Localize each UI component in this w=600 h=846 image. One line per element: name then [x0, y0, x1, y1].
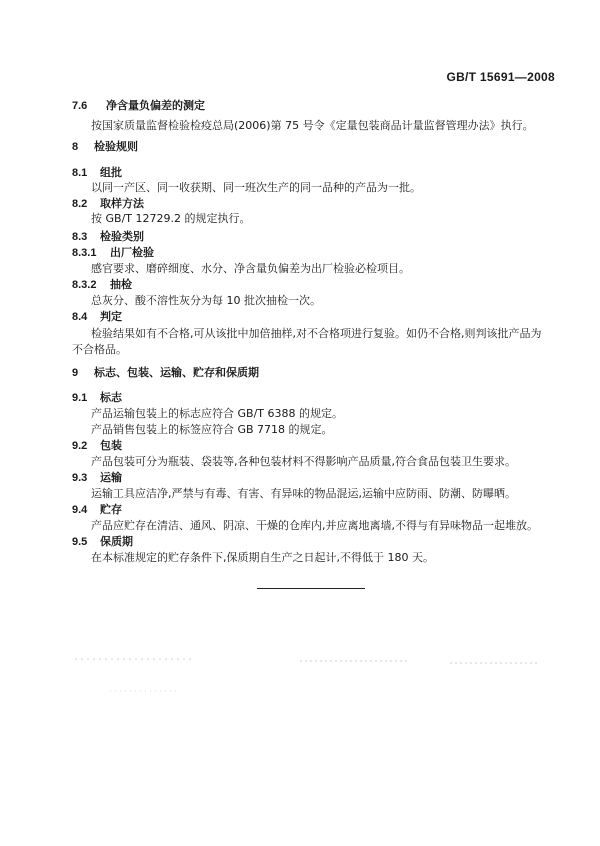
- section-8-3-heading: [72, 230, 144, 244]
- section-9-1-heading: [72, 391, 122, 405]
- scan-artifact: [75, 658, 195, 660]
- section-9-5-body: 在本标准规定的贮存条件下,保质期自生产之日起计,不得低于 180 天。: [91, 551, 434, 564]
- scan-artifact: [450, 662, 540, 664]
- section-8-4-body-line2: 不合格品。: [72, 343, 127, 356]
- section-number: 9.2: [72, 440, 88, 452]
- section-9-heading: [72, 366, 259, 380]
- section-9-4-heading: [72, 503, 122, 517]
- section-number: 8.1: [72, 167, 88, 179]
- section-title: 标志、包装、运输、贮存和保质期: [94, 366, 259, 379]
- section-number: 8.2: [72, 198, 88, 210]
- section-8-2-heading: [72, 197, 144, 211]
- section-8-1-body: 以同一产区、同一收获期、同一班次生产的同一品种的产品为一批。: [91, 181, 421, 194]
- section-7-6-heading: [72, 99, 205, 113]
- section-title: 判定: [100, 310, 122, 323]
- section-number: 8.3: [72, 231, 88, 243]
- section-number: 8.3.2: [72, 279, 97, 291]
- section-number: 9.3: [72, 472, 88, 484]
- section-8-3-2-heading: [72, 278, 132, 292]
- section-7-6-body: 按国家质量监督检验检疫总局(2006)第 75 号令《定量包装商品计量监督管理办法》执行。: [91, 119, 534, 132]
- section-title: 检验类别: [100, 230, 144, 243]
- section-number: 8.3.1: [72, 247, 97, 259]
- section-8-4-body-line1: 检验结果如有不合格,可从该批中加倍抽样,对不合格项进行复验。如仍不合格,则判该批产品为: [91, 327, 542, 340]
- section-title: 保质期: [100, 535, 133, 548]
- section-number: 8: [72, 141, 79, 153]
- section-9-3-body: 运输工具应洁净,严禁与有毒、有害、有异味的物品混运,运输中应防雨、防潮、防曝晒。: [91, 487, 516, 500]
- section-number: 8.4: [72, 311, 88, 323]
- section-title: 运输: [100, 471, 122, 484]
- section-9-1-body-line1: 产品运输包装上的标志应符合 GB/T 6388 的规定。: [91, 407, 343, 420]
- section-9-4-body: 产品应贮存在清洁、通风、阴凉、干燥的仓库内,并应离地离墙,不得与有异味物品一起堆放。: [91, 519, 538, 532]
- section-8-1-heading: [72, 166, 122, 180]
- section-title: 取样方法: [100, 197, 144, 210]
- section-title: 抽检: [110, 278, 132, 291]
- section-number: 9.5: [72, 536, 88, 548]
- section-title: 出厂检验: [110, 246, 154, 259]
- section-number: 7.6: [72, 100, 88, 112]
- section-9-5-heading: [72, 535, 133, 549]
- scan-artifact: [110, 690, 180, 692]
- section-title: 组批: [100, 166, 122, 179]
- section-8-4-heading: [72, 310, 122, 324]
- section-9-2-heading: [72, 439, 122, 453]
- section-title: 检验规则: [94, 140, 138, 153]
- section-title: 净含量负偏差的测定: [106, 99, 205, 112]
- section-title: 包装: [100, 439, 122, 452]
- section-9-2-body: 产品包装可分为瓶装、袋装等,各种包装材料不得影响产品质量,符合食品包装卫生要求。: [91, 455, 516, 468]
- section-number: 9: [72, 367, 79, 379]
- section-number: 9.4: [72, 504, 88, 516]
- end-of-document-rule: [257, 588, 365, 589]
- section-title: 贮存: [100, 503, 122, 516]
- section-8-3-2-body: 总灰分、酸不溶性灰分为每 10 批次抽检一次。: [91, 294, 321, 307]
- standard-code: GB/T 15691—2008: [446, 70, 555, 84]
- section-8-2-body: 按 GB/T 12729.2 的规定执行。: [91, 212, 251, 225]
- section-8-heading: [72, 140, 138, 154]
- section-8-3-1-body: 感官要求、磨碎细度、水分、净含量负偏差为出厂检验必检项目。: [91, 262, 410, 275]
- section-title: 标志: [100, 391, 122, 404]
- section-9-1-body-line2: 产品销售包装上的标签应符合 GB 7718 的规定。: [91, 423, 333, 436]
- section-number: 9.1: [72, 392, 88, 404]
- section-9-3-heading: [72, 471, 122, 485]
- scan-artifact: [300, 660, 410, 662]
- section-8-3-1-heading: [72, 246, 154, 260]
